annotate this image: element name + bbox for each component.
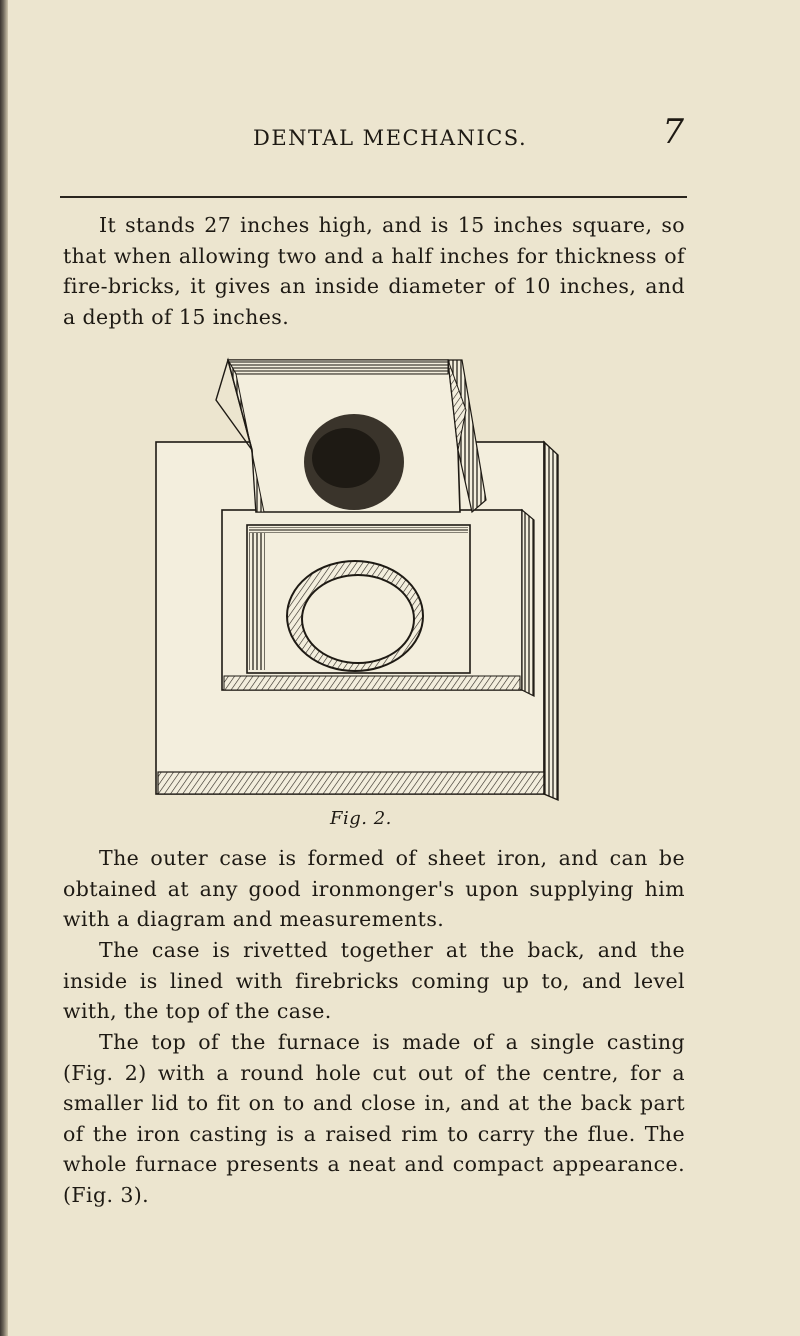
page-edge bbox=[0, 0, 8, 1336]
running-title: DENTAL MECHANICS. bbox=[253, 126, 528, 150]
round-hole-lid bbox=[287, 561, 423, 671]
page-number: 7 bbox=[662, 112, 684, 152]
figure-caption: Fig. 2. bbox=[330, 808, 392, 829]
header-rule bbox=[60, 196, 687, 198]
paragraph-rivetted-case: The case is rivetted together at the back, and the inside is lined with firebricks coming up to, and level with, the top of the case. bbox=[63, 938, 685, 1023]
paragraph-dimensions: It stands 27 inches high, and is 15 inches square, so that when allowing two and a half inches for thickness of fire-bricks, it gives an inside diameter of 10 inches, and a depth of 15 inches. bbox=[63, 213, 685, 329]
paragraph-outer-case: The outer case is formed of sheet iron, and can be obtained at any good ironmonger's upon supplying him with a diagram and measurements. bbox=[63, 846, 685, 931]
flue-rim bbox=[216, 360, 486, 512]
paragraph-top-casting: The top of the furnace is made of a single casting (Fig. 2) with a round hole cut out of the centre, for a smaller lid to fit on to and close in, and at the back part of the iron casting is a raised rim to carry the flue. The whole furnace presents a neat and compact appearance. (Fig. 3). bbox=[63, 1030, 685, 1207]
running-head bbox=[60, 112, 686, 156]
furnace-top-illustration bbox=[140, 340, 580, 805]
